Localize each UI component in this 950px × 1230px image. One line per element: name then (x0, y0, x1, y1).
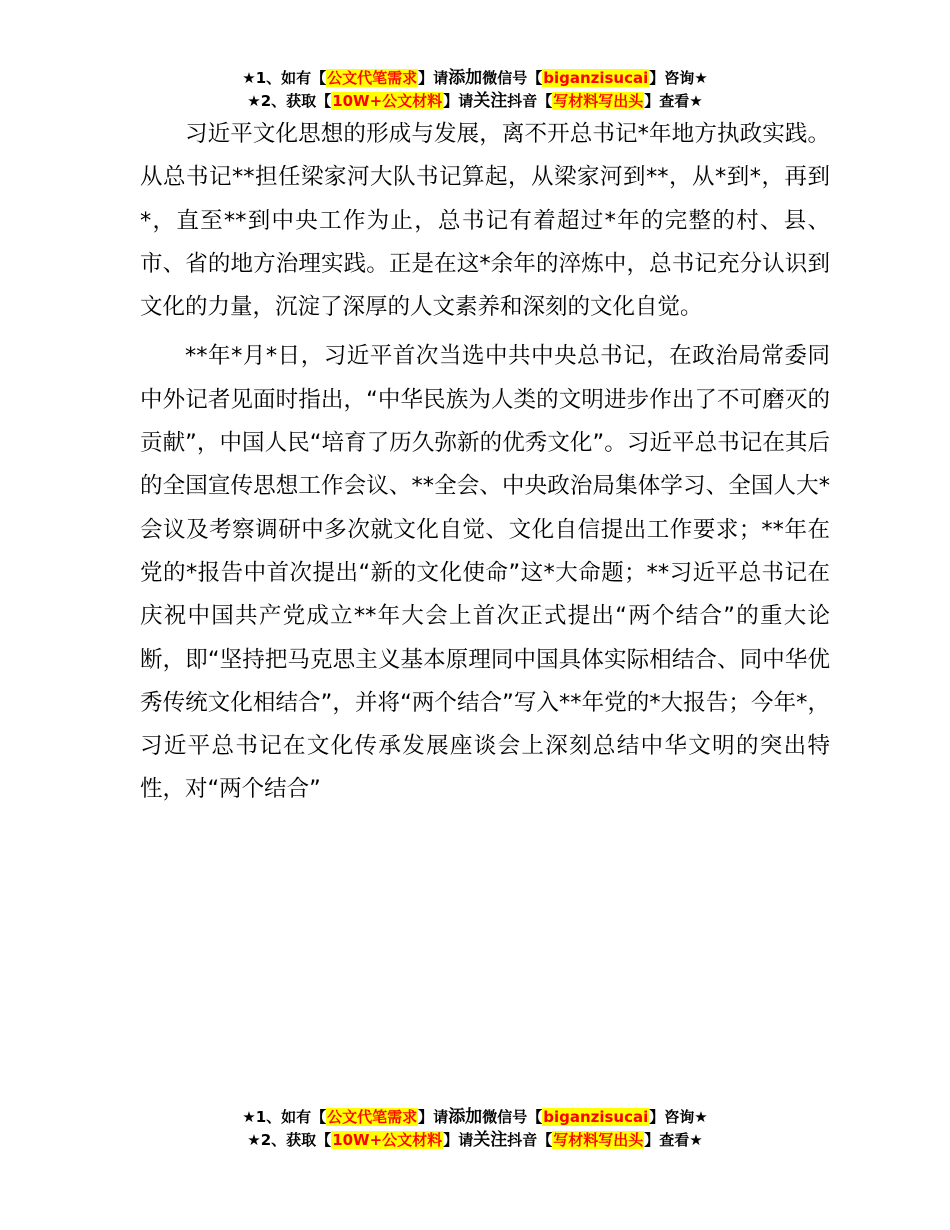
footer-banner (0, 1106, 950, 1152)
banner-text: 】咨询★ (649, 69, 708, 87)
banner-text: 微信号【 (482, 69, 543, 87)
highlight-douyin-account: 写材料写出头 (553, 92, 644, 110)
banner-emphasis: 添加 (448, 1107, 483, 1127)
banner-text: ★2、获取【 (247, 1131, 332, 1149)
banner-text: ★1、如有【 (242, 69, 327, 87)
paragraph: 习近平文化思想的形成与发展，离不开总书记*年地方执政实践。从总书记**担任梁家河大队书记算起，从梁家河到**，从*到*，再到*，直至**到中央工作为止，总书记有着超过*年的完整的村、县、市、省的地方治理实践。正是在这*余年的淬炼中，总书记充分认识到文化的力量，沉淀了深厚的人文素养和深刻的文化自觉。 (140, 121, 830, 321)
banner-text: 】咨询★ (649, 1108, 708, 1126)
highlight-wechat-id: biganzisucai (543, 1108, 649, 1126)
banner-text: 】请 (418, 69, 449, 87)
banner-text: 微信号【 (482, 1108, 543, 1126)
paragraph: **年*月*日，习近平首次当选中共中央总书记，在政治局常委同中外记者见面时指出，“中华民族为人类的文明进步作出了不可磨灭的贡献”，中国人民“培育了历久弥新的优秀文化”。习近平总书记在其后的全国宣传思想工作会议、**全会、中央政治局集体学习、全国人大*会议及考察调研中多次就文化自觉、文化自信提出工作要求；**年在党的*报告中首次提出“新的文化使命”这*大命题；**习近平总书记在庆祝中国共产党成立**年大会上首次正式提出“两个结合”的重大论断，即“坚持把马克思主义基本原理同中国具体实际相结合、同中华优秀传统文化相结合”，并将“两个结合”写入**年党的*大报告；今年*，习近平总书记在文化传承发展座谈会上深刻总结中华文明的突出特性，对“两个结合” (140, 343, 830, 803)
banner-text: 抖音【 (507, 1131, 553, 1149)
banner-text: 抖音【 (507, 92, 553, 110)
highlight-service: 公文代笔需求 (327, 1108, 418, 1126)
highlight-douyin-account: 写材料写出头 (553, 1131, 644, 1149)
banner-line-1 (0, 67, 950, 90)
highlight-wechat-id: biganzisucai (543, 69, 649, 87)
banner-line-2 (0, 1129, 950, 1152)
banner-text: ★1、如有【 (242, 1108, 327, 1126)
banner-emphasis: 添加 (448, 68, 483, 88)
highlight-materials: 10W+公文材料 (332, 92, 443, 110)
banner-emphasis: 关注 (473, 1130, 508, 1150)
highlight-materials: 10W+公文材料 (332, 1131, 443, 1149)
banner-text: 】请 (418, 1108, 449, 1126)
banner-text: 】查看★ (644, 1131, 703, 1149)
banner-text: 】查看★ (644, 92, 703, 110)
banner-line-1 (0, 1106, 950, 1129)
header-banner (0, 67, 950, 113)
highlight-service: 公文代笔需求 (327, 69, 418, 87)
banner-emphasis: 关注 (473, 91, 508, 111)
banner-line-2 (0, 90, 950, 113)
banner-text: 】请 (443, 92, 474, 110)
banner-text: 】请 (443, 1131, 474, 1149)
banner-text: ★2、获取【 (247, 92, 332, 110)
document-body (140, 113, 830, 818)
